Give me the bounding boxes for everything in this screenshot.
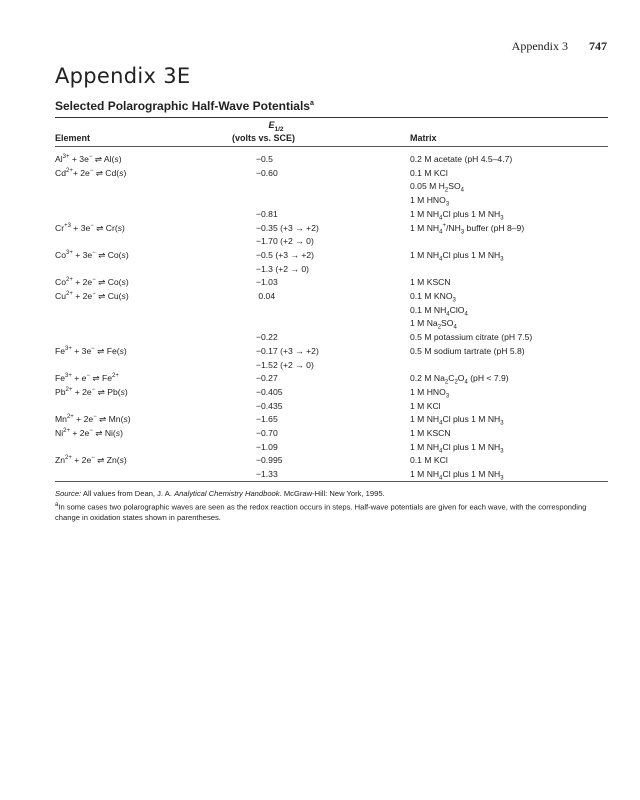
cell-element: $Zn^{2+} + 2e^-$ ⇌ Zn(s) [55, 455, 127, 466]
cell-element: $Cu^{2+} + 2e^-$ ⇌ Cu(s) [55, 291, 129, 301]
cell-matrix: 1 M $HNO_3$ [410, 386, 450, 400]
cell-half-wave-potential: −0.5 [256, 154, 273, 164]
footnote-a [55, 500, 608, 524]
page-number: 747 [589, 39, 607, 53]
cell-element: $Cd^{2+}+ 2e^-$ ⇌ Cd(s) [55, 167, 127, 178]
cell-matrix: 0.1 M $NH_4ClO_4$ [410, 304, 468, 318]
source-book: Analytical Chemistry Handbook. [174, 489, 282, 498]
cell-element: $Al^{3+} + 3e^-$ ⇌ Al(s) [55, 154, 122, 164]
appendix-title: Appendix 3E [55, 64, 191, 88]
table-row [0, 166, 640, 180]
cell-matrix: 1 M $NH_4^+/NH_3$ buffer (pH 8–9) [410, 222, 525, 236]
footnote-marker: a [55, 501, 59, 508]
table-row [0, 316, 640, 330]
cell-matrix: 1 M $HNO_3$ [410, 195, 450, 208]
table-row [0, 303, 640, 317]
header-e-half [255, 120, 297, 133]
cell-matrix: 0.1 M $KNO_3$ [410, 291, 456, 304]
cell-element: $Co^{2+} + 2e^-$ ⇌ Co(s) [55, 277, 129, 288]
table-row [0, 371, 640, 385]
table-row [0, 207, 640, 221]
table-row [0, 440, 640, 454]
table-row [0, 426, 640, 440]
cell-element: $Ni^{2+} + 2e^-$ ⇌ Ni(s) [55, 428, 123, 438]
source-pre: All values from Dean, J. A. [82, 489, 172, 498]
cell-half-wave-potential: −1.3 (+2 → 0) [256, 263, 310, 274]
cell-element: $Fe^{3+} + 3e^-$ ⇌ Fe(s) [55, 345, 127, 356]
cell-matrix: 1 M $NH_4Cl$ plus 1 M $NH_3$ [410, 414, 504, 428]
table-row [0, 358, 640, 372]
cell-matrix: 1 M $Na_2SO_4$ [410, 318, 457, 332]
table-row [0, 289, 640, 303]
table-row [0, 385, 640, 399]
cell-half-wave-potential: −0.405 [256, 386, 283, 397]
cell-half-wave-potential: −1.33 [256, 469, 278, 480]
table-row [0, 221, 640, 235]
header-element: Element [55, 133, 91, 143]
cell-half-wave-potential: −0.17 (+3 → +2) [256, 345, 319, 356]
cell-matrix: 1 M $NH_4Cl$ plus 1 M $NH_3$ [410, 208, 504, 222]
cell-matrix: 0.05 M $H_2SO_4$ [410, 181, 464, 195]
table-row [0, 330, 640, 344]
header-rule [55, 146, 608, 147]
cell-half-wave-potential: −0.81 [256, 208, 278, 219]
table-row [0, 453, 640, 467]
table-title-text: Selected Polarographic Half-Wave Potentials [55, 99, 310, 113]
cell-half-wave-potential: −0.60 [256, 167, 278, 178]
footnote-text: In some cases two polarographic waves are seen as the redox reaction occurs in steps. Half-wave potentials are given for each wave, with the corresponding change in oxidation states shown in parentheses. [55, 502, 587, 522]
cell-half-wave-potential: 0.04 [256, 291, 276, 301]
header-e-subscript: 1/2 [274, 125, 284, 133]
cell-half-wave-potential: −0.5 (+3 → +2) [256, 249, 315, 260]
cell-half-wave-potential: −1.09 [256, 441, 278, 452]
cell-half-wave-potential: −0.995 [256, 455, 283, 466]
cell-matrix: 0.1 M KCl [410, 167, 448, 178]
source-label: Source: [55, 489, 82, 498]
cell-element: $Fe^{3+} + e^-$ ⇌ $Fe^{2+}$ [55, 373, 119, 384]
table-row [0, 467, 640, 481]
table-row [0, 234, 640, 248]
cell-matrix: 0.5 M sodium tartrate (pH 5.8) [410, 345, 525, 356]
header-matrix: Matrix [410, 133, 437, 143]
cell-matrix: 0.5 M potassium citrate (pH 7.5) [410, 332, 533, 343]
table-row [0, 412, 640, 426]
source-note [55, 489, 608, 500]
table-top-rule [55, 117, 608, 118]
cell-element: $Co^{3+} + 3e^-$ ⇌ Co(s) [55, 249, 129, 260]
cell-element: $Cr^{+3} + 3e^-$ ⇌ Cr(s) [55, 222, 125, 233]
table-row [0, 399, 640, 413]
running-head [512, 39, 607, 54]
table-row [0, 248, 640, 262]
table-row [0, 193, 640, 207]
cell-half-wave-potential: −0.22 [256, 332, 278, 343]
header-e-units: (volts vs. SCE) [232, 133, 296, 143]
table-row [0, 262, 640, 276]
cell-matrix: 0.2 M acetate (pH 4.5–4.7) [410, 154, 513, 164]
cell-matrix: 1 M KCl [410, 400, 441, 411]
cell-half-wave-potential: −1.52 (+2 → 0) [256, 359, 314, 370]
cell-matrix: 1 M KSCN [410, 428, 451, 438]
cell-matrix: 0.2 M $Na_2C_2O_4$ (pH < 7.9) [410, 373, 509, 386]
cell-half-wave-potential: −1.03 [256, 277, 278, 288]
table-row [0, 179, 640, 193]
cell-matrix: 1 M KSCN [410, 277, 451, 288]
cell-element: $Mn^{2+} + 2e^-$ ⇌ Mn(s) [55, 414, 131, 425]
source-post: McGraw-Hill: New York, 1995. [283, 489, 385, 498]
table-row [0, 152, 640, 166]
table-footer [55, 489, 608, 523]
running-head-label: Appendix 3 [511, 39, 568, 53]
table-title [55, 99, 314, 113]
cell-half-wave-potential: −0.435 [256, 400, 283, 411]
cell-matrix: 1 M $NH_4Cl$ plus 1 M $NH_3$ [410, 249, 504, 263]
cell-matrix: 0.1 M KCl [410, 455, 448, 466]
cell-matrix: 1 M $NH_4Cl$ plus 1 M $NH_3$ [410, 469, 504, 482]
cell-half-wave-potential: −0.35 (+3 → +2) [256, 222, 319, 233]
cell-half-wave-potential: −1.70 (+2 → 0) [256, 236, 314, 247]
table-bottom-rule [55, 481, 608, 482]
cell-matrix: 1 M $NH_4Cl$ plus 1 M $NH_3$ [410, 441, 504, 455]
table-title-note-marker: a [309, 100, 314, 107]
cell-half-wave-potential: −0.27 [256, 373, 278, 384]
table-row [0, 344, 640, 358]
cell-half-wave-potential: −1.65 [256, 414, 278, 425]
header-e-symbol: E [268, 120, 275, 130]
cell-element: $Pb^{2+} + 2e^-$ ⇌ Pb(s) [55, 386, 128, 397]
table-row [0, 275, 640, 289]
cell-half-wave-potential: −0.70 [256, 428, 278, 438]
